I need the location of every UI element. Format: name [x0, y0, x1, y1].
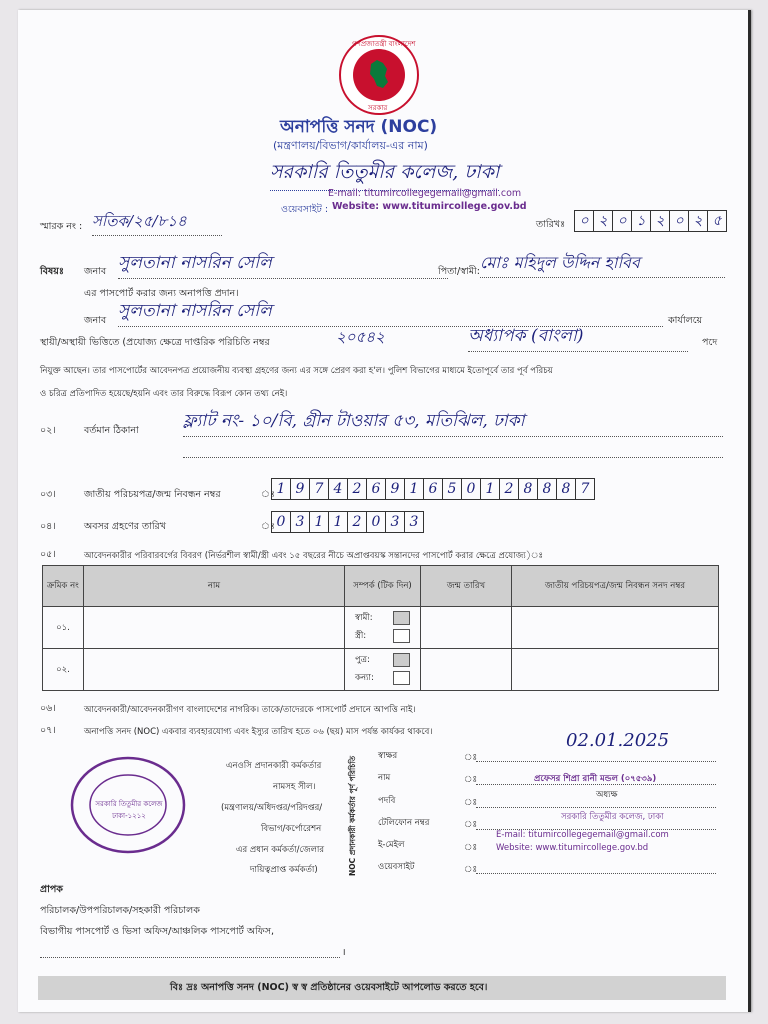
- memo-value: সতিক/২৫/৮১৪: [92, 210, 222, 236]
- officer-name: প্রফেসর শিপ্রা রানী মন্ডল (০৭৫৩৯): [534, 774, 657, 784]
- son-checkbox[interactable]: [393, 653, 410, 667]
- present-address: ফ্ল্যাট নং- ১০/বি, গ্রীন টাওয়ার ৫৩, মতিঝিল, ঢাকা: [183, 408, 723, 437]
- date-digit: ১: [631, 210, 651, 232]
- officer-line-1: এনওসি প্রদানকারী কর্মকর্তার: [226, 761, 322, 771]
- retire-colon: ঃ: [261, 521, 275, 532]
- item-05-text: আবেদনকারীর পরিবারবর্গের বিবরণ (নির্ভরশীল স্বামী/স্ত্রী এবং ১৫ বছরের নীচে অপ্রাপ্তবয়স্ক সন্তানদের পাসপোর্ট করার ক্ষেত্রে প্রযোজ্য)ঃ: [84, 551, 544, 561]
- father-name: মোঃ মহিদুল উদ্দিন হাবিব: [480, 250, 725, 278]
- table-header-row: [43, 566, 719, 607]
- website-line: [476, 872, 716, 874]
- item-07-number: ০৭।: [40, 725, 56, 736]
- item-03-label: জাতীয় পরিচয়পত্র/জন্ম নিবন্ধন নম্বর: [84, 489, 221, 500]
- retirement-digit: 1: [309, 511, 329, 533]
- header-website: Website: www.titumircollege.gov.bd: [332, 201, 527, 212]
- officer-college: সরকারি তিতুমীর কলেজ, ঢাকা: [561, 812, 664, 822]
- nid-digit: 2: [499, 478, 519, 500]
- officer-website: Website: www.titumircollege.gov.bd: [496, 843, 649, 853]
- row-name-cell: [84, 607, 345, 649]
- body-prefix: জনাব: [84, 315, 107, 326]
- officer-line-4: বিভাগ/কর্পোরেশন: [261, 824, 322, 834]
- retirement-digit: 1: [328, 511, 348, 533]
- subject-label: বিষয়ঃ: [40, 266, 64, 277]
- official-id-number: ২০৫৪২: [336, 328, 385, 346]
- nid-colon: ঃ: [261, 489, 275, 500]
- officer-line-5: এর প্রধান কর্মকর্তা/জেলার: [236, 845, 325, 855]
- row-serial: ০২.: [43, 649, 84, 691]
- item-05-number: ০৫।: [40, 549, 56, 560]
- field-phone-label: টেলিফোন নম্বর: [378, 818, 430, 828]
- wife-checkbox[interactable]: [393, 629, 410, 643]
- date-digit: ০: [669, 210, 689, 232]
- item-02-number: ০২।: [40, 425, 56, 436]
- officer-line-3: (মন্ত্রণালয়/অধিদপ্তর/পরিদপ্তর/: [221, 803, 323, 813]
- nid-digit: 1: [480, 478, 500, 500]
- nid-digit: 5: [442, 478, 462, 500]
- recipient-blank-line: [40, 956, 340, 958]
- recipient-line-2: বিভাগীয় পাসপোর্ট ও ভিসা অফিস/আঞ্চলিক পাসপোর্ট অফিস,: [40, 926, 275, 937]
- item-06-number: ০৬।: [40, 703, 56, 714]
- designation-line: [476, 806, 716, 808]
- retirement-digit: 0: [366, 511, 386, 533]
- row-name-cell: [84, 649, 345, 691]
- row-nid-cell: [512, 649, 719, 691]
- designation: অধ্যাপক (বাংলা): [468, 323, 688, 352]
- nid-digit: 2: [347, 478, 367, 500]
- document-title: অনাপত্তি সনদ (NOC): [280, 117, 438, 137]
- office-name: সরকারি তিতুমীর কলেজ, ঢাকা: [270, 158, 499, 191]
- date-digit: ০: [574, 210, 594, 232]
- body-line2: স্থায়ী/অস্থায়ী ভিত্তিতে (প্রযোজ্য ক্ষেত্রে দাপ্তরিক পরিচিতি নম্বর: [40, 337, 270, 348]
- officer-email: E-mail: titumircollegegemail@gmail.com: [496, 830, 669, 840]
- nid-digit: 7: [309, 478, 329, 500]
- relation-wife-label: স্ত্রী:: [355, 631, 367, 641]
- item-04-label: অবসর গ্রহণের তারিখ: [84, 521, 167, 532]
- item-07-text: অনাপত্তি সনদ (NOC) একবার ব্যবহারযোগ্য এবং ইস্যুর তারিখ হতে ০৬ (ছয়) মাস পর্যন্ত কার্যকর থাকবে।: [84, 727, 433, 737]
- recipient-line-1: পরিচালক/উপপরিচালক/সহকারী পরিচালক: [40, 905, 200, 916]
- row-dob-cell: [421, 607, 512, 649]
- memo-label: স্মারক নং :: [40, 221, 83, 232]
- field-email-label: ই-মেইল: [378, 840, 405, 850]
- date-label: তারিখঃ: [536, 219, 566, 230]
- nid-digit: 8: [518, 478, 538, 500]
- officer-designation: অধ্যক্ষ: [596, 790, 618, 800]
- noc-document: [18, 10, 751, 1012]
- item-03-number: ০৩।: [40, 489, 56, 500]
- officer-line-2: নামসহ সীল।: [273, 782, 316, 792]
- row-nid-cell: [512, 607, 719, 649]
- father-label: পিতা/স্বামী:: [438, 266, 480, 277]
- field-signature-label: স্বাক্ষর: [378, 751, 398, 761]
- nid-digit: 9: [385, 478, 405, 500]
- date-digit: ২: [593, 210, 613, 232]
- date-digit: ০: [612, 210, 632, 232]
- header-dob: জন্ম তারিখ: [421, 566, 512, 607]
- recipient-heading: প্রাপক: [40, 884, 63, 895]
- header-name: নাম: [84, 566, 345, 607]
- relation-husband-label: স্বামী:: [355, 613, 373, 623]
- header-relation: সম্পর্ক (টিক দিন): [345, 566, 421, 607]
- item-06-text: আবেদনকারী/আবেদনকারীগণ বাংলাদেশের নাগরিক। তাকে/তাদেরকে পাসপোর্ট প্রদানে আপত্তি নাই।: [84, 705, 416, 715]
- header-serial: ক্রমিক নং: [43, 566, 84, 607]
- seal-bottom-text: সরকার: [368, 104, 388, 112]
- college-stamp: [68, 754, 188, 856]
- body-name: সুলতানা নাসরিন সেলি: [118, 298, 663, 327]
- retirement-digit: 3: [290, 511, 310, 533]
- item-02-label: বর্তমান ঠিকানা: [84, 425, 139, 436]
- colon-column: ঃ ঃ ঃ ঃ ঃ ঃ: [464, 753, 478, 876]
- item-04-number: ০৪।: [40, 521, 56, 532]
- address-line-2: [183, 456, 723, 458]
- seal-top-text: গণপ্রজাতন্ত্রী বাংলাদেশ: [352, 40, 416, 48]
- nid-digit: 1: [404, 478, 424, 500]
- relation-daughter-label: কন্যা:: [355, 673, 374, 683]
- husband-checkbox[interactable]: [393, 611, 410, 625]
- daughter-checkbox[interactable]: [393, 671, 410, 685]
- signature-line: [476, 760, 716, 762]
- officer-line-6: দায়িত্বপ্রাপ্ত কর্মকর্তা): [250, 865, 318, 875]
- table-row: [43, 649, 719, 691]
- date-digit: ২: [688, 210, 708, 232]
- field-designation-label: পদবি: [378, 796, 396, 806]
- nid-digit: 8: [556, 478, 576, 500]
- family-table: [42, 565, 719, 691]
- header-nid: জাতীয় পরিচয়পত্র/জন্ম নিবন্ধন সনদ নম্বর: [512, 566, 719, 607]
- ministry-subtitle: (মন্ত্রণালয়/বিভাগ/কার্যালয়-এর নাম): [273, 139, 428, 152]
- subject-name: সুলতানা নাসরিন সেলি: [118, 250, 448, 279]
- date-digit: ৫: [707, 210, 727, 232]
- table-row: [43, 607, 719, 649]
- field-website-label: ওয়েবসাইট: [378, 862, 415, 872]
- date-boxes: [575, 210, 727, 232]
- retirement-digit: 2: [347, 511, 367, 533]
- government-seal: [338, 34, 420, 116]
- body-line4: ও চরিত্র প্রতিপাদিত হয়েছে/হয়নি এবং তার বিরুদ্ধে বিরূপ কোন তথ্য নেই।: [40, 389, 288, 399]
- nid-digit: 6: [423, 478, 443, 500]
- officer-signature: 02.01.2025: [566, 730, 670, 751]
- nid-digit: 8: [537, 478, 557, 500]
- row-serial: ০১.: [43, 607, 84, 649]
- nid-digit: 9: [290, 478, 310, 500]
- website-label: ওয়েবসাইট :: [281, 204, 329, 215]
- row-dob-cell: [421, 649, 512, 691]
- retirement-digit: 0: [271, 511, 291, 533]
- post-suffix: পদে: [702, 337, 718, 348]
- relation-son-label: পুত্র:: [355, 655, 370, 665]
- body-line3: নিযুক্ত আছেন। তার পাসপোর্টের আবেদনপত্র প্রয়োজনীয় ব্যবস্থা গ্রহণের জন্য এর সঙ্গে প্রেরণ করা হ'ল। পুলিশ বিভাগের মাধ্যমে ইতোপূর্বে তার পূর্ব পরিচয়: [40, 366, 553, 376]
- retirement-digit: 3: [385, 511, 405, 533]
- officer-vertical-label: NOC প্রদানকারী কর্মকর্তার পূর্ণ পরিচিতি: [348, 755, 358, 877]
- subject-line2: এর পাসপোর্ট করার জন্য অনাপত্তি প্রদান।: [84, 288, 239, 299]
- nid-digit: 7: [575, 478, 595, 500]
- nid-digit: 4: [328, 478, 348, 500]
- footer-note: বিঃ দ্রঃ অনাপত্তি সনদ (NOC) স্ব স্ব প্রতিষ্ঠানের ওয়েবসাইটে আপলোড করতে হবে।: [170, 982, 488, 993]
- retirement-digit: 3: [404, 511, 424, 533]
- nid-digit: 0: [461, 478, 481, 500]
- nid-digit: 1: [271, 478, 291, 500]
- office-suffix: কার্যালয়ে: [668, 315, 703, 326]
- stamp-text: সরকারি তিতুমীর কলেজ ঢাকা-১২১২: [95, 800, 163, 820]
- header-email: E-mail: titumircollegegemail@gmail.com: [328, 188, 522, 199]
- row-relation-cell: [345, 649, 421, 691]
- row-relation-cell: [345, 607, 421, 649]
- recipient-line-3: ।: [342, 947, 346, 958]
- subject-prefix: জনাব: [84, 266, 107, 277]
- nid-digit: 6: [366, 478, 386, 500]
- field-name-label: নাম: [378, 773, 391, 783]
- nid-boxes: [272, 478, 595, 500]
- date-digit: ২: [650, 210, 670, 232]
- retirement-date-boxes: [272, 511, 424, 533]
